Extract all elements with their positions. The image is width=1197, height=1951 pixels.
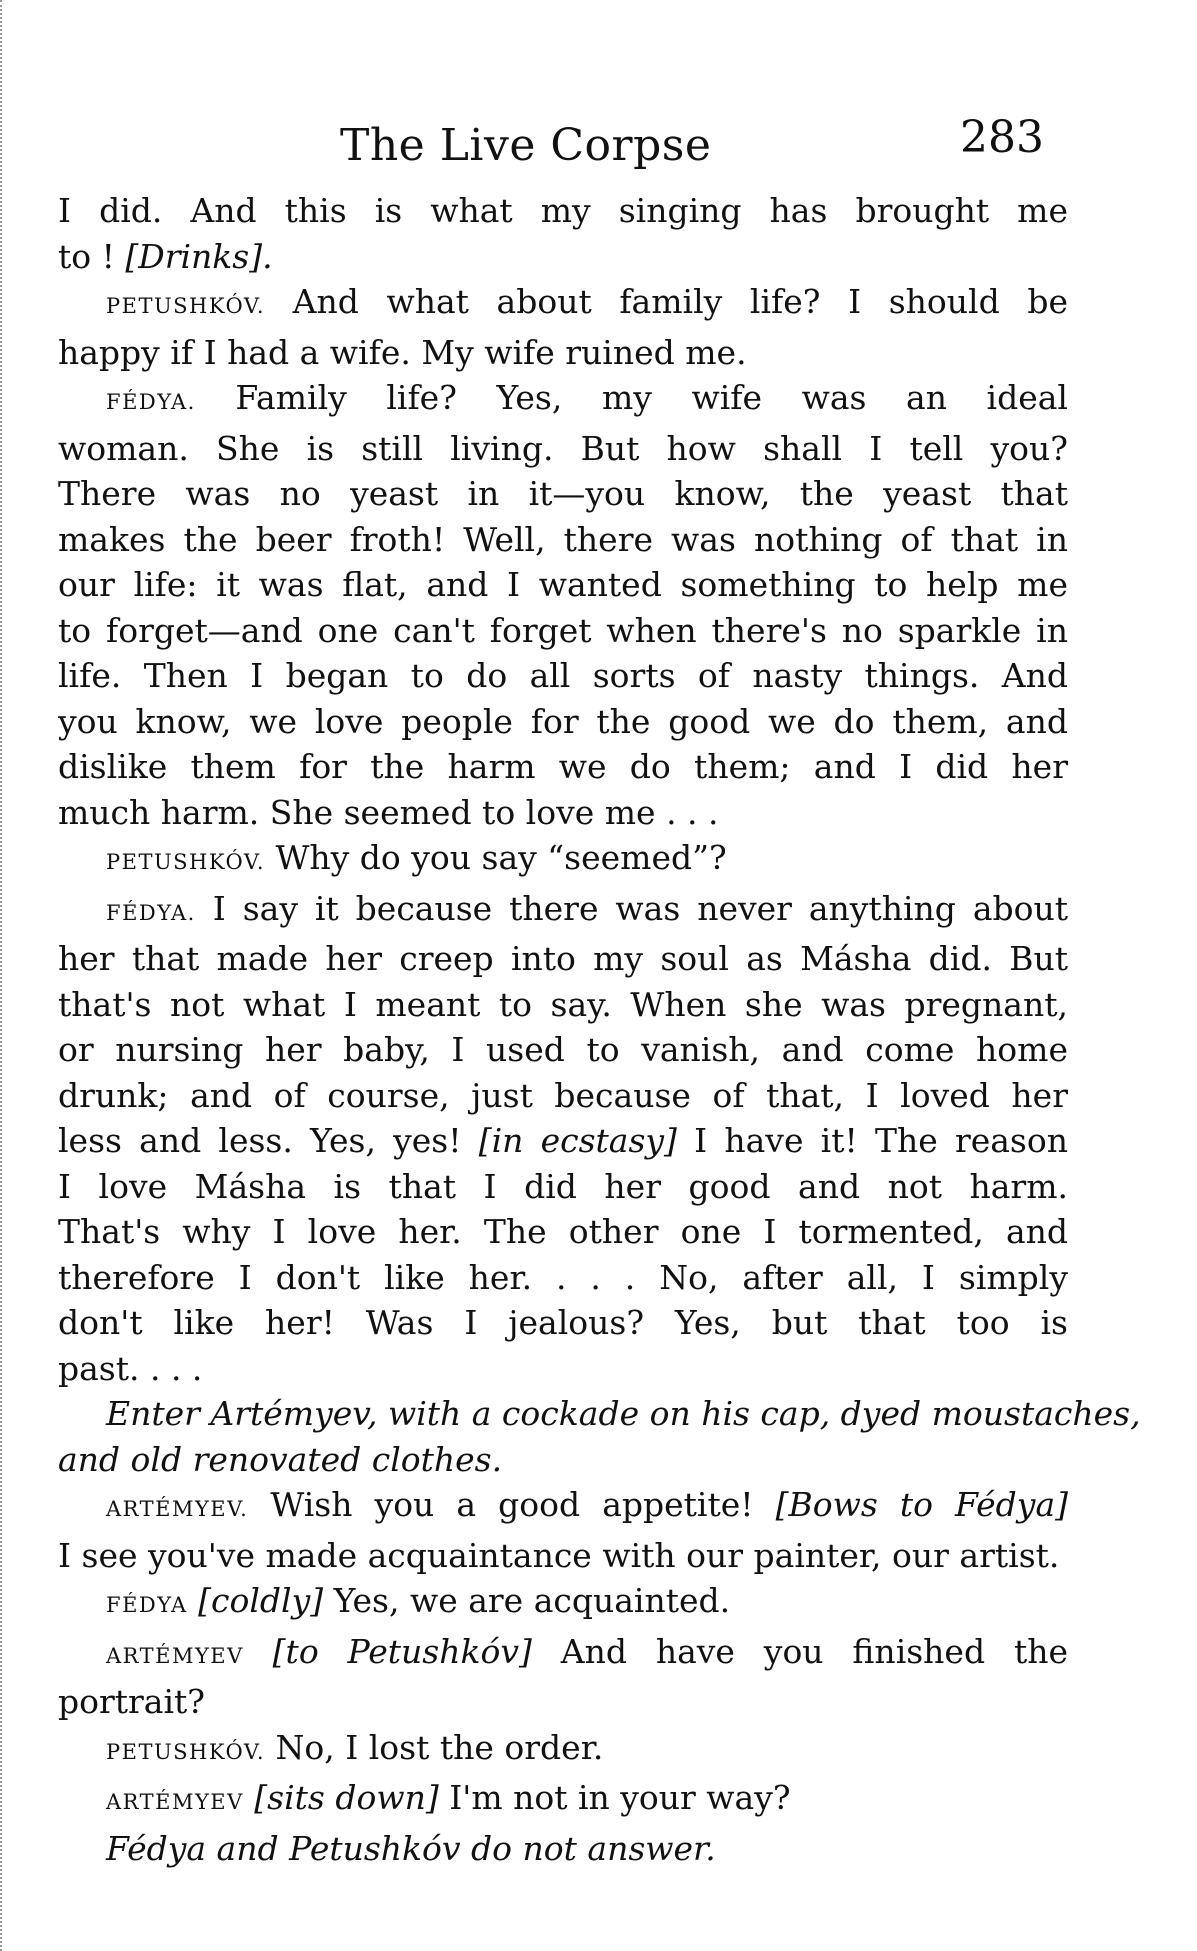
running-title: The Live Corpse [340,120,712,171]
speaker-name: ARTÉMYEV [106,1643,244,1668]
text-line: less and less. Yes, yes! [in ecstasy] I have it! The reason [58,1121,1068,1160]
text-line: portrait? [58,1682,205,1721]
stage-direction: and old renovated clothes. [58,1439,503,1479]
page-header [0,112,1197,182]
speech-line: PETUSHKÓV. And what about family life? I should be [106,282,1068,321]
speech-line: ARTÉMYEV [to Petushkóv] And have you finished the [106,1631,1068,1671]
speaker-name: ARTÉMYEV. [106,1497,249,1521]
text-line: woman. She is still living. But how shall I tell you? [58,428,1068,468]
text-line: our life: it was flat, and I wanted something to help me [58,565,1068,604]
text-line: I see you've made acquaintance with our painter, our artist. [58,1535,1060,1575]
speaker-name: PETUSHKÓV. [106,1739,266,1764]
stage-direction: Fédya and Petushkóv do not answer. [106,1828,716,1868]
stage-direction: [Drinks]. [125,236,273,276]
text-line: or nursing her baby, I used to vanish, and come home [58,1030,1068,1069]
speech-line: FÉDYA. Family life? Yes, my wife was an ideal [106,378,1068,417]
text-line: There was no yeast in it—you know, the yeast that [58,474,1068,513]
stage-direction: [to Petushkóv] [243,1631,532,1671]
speech-line: ARTÉMYEV. Wish you a good appetite! [Bows to Fédya] [106,1485,1068,1524]
text-line: don't like her! Was I jealous? Yes, but that too is [58,1303,1068,1342]
text-line: to ! [Drinks]. [58,236,273,276]
text-line: you know, we love people for the good we do them, and [58,701,1068,741]
text-line: drunk; and of course, just because of that, I loved her [58,1075,1068,1115]
speaker-name: ARTÉMYEV [106,1790,244,1814]
text-line: I did. And this is what my singing has brought me [58,191,1068,230]
text-line: I love Másha is that I did her good and not harm. [58,1166,1068,1206]
speech-line: PETUSHKÓV. No, I lost the order. [106,1727,604,1767]
text-line: that's not what I meant to say. When she was pregnant, [58,984,1068,1024]
page-body [58,188,1141,1871]
text-line: past. . . . [58,1348,203,1388]
speech-line: FÉDYA [coldly] Yes, we are acquainted. [106,1581,731,1620]
stage-direction: Enter Artémyev, with a cockade on his cap, dyed moustaches, [106,1394,1141,1433]
text-line: makes the beer froth! Well, there was nothing of that in [58,519,1068,559]
stage-direction: [Bows to Fédya] [775,1485,1068,1524]
speech-line: ARTÉMYEV [sits down] I'm not in your way? [106,1778,791,1817]
speaker-name: FÉDYA. [106,900,196,925]
speaker-name: PETUSHKÓV. [106,850,266,874]
text-line: dislike them for the harm we do them; and I did her [58,747,1068,786]
speaker-name: PETUSHKÓV. [106,294,266,318]
text-line: her that made her creep into my soul as Másha did. But [58,939,1068,978]
stage-direction: [in ecstasy] [478,1121,677,1160]
text-line: much harm. She seemed to love me . . . [58,792,719,832]
text-line: happy if I had a wife. My wife ruined me. [58,332,747,372]
text-line: That's why I love her. The other one I tormented, and [58,1212,1068,1251]
text-line: to forget—and one can't forget when there's no sparkle in [58,610,1068,650]
speaker-name: FÉDYA [106,1593,188,1617]
speech-line: PETUSHKÓV. Why do you say “seemed”? [106,838,727,877]
page-number: 283 [960,112,1044,163]
speech-line: FÉDYA. I say it because there was never anything about [106,888,1068,928]
stage-direction: [coldly] [187,1581,324,1620]
text-line: therefore I don't like her. . . . No, after all, I simply [58,1257,1068,1297]
speaker-name: FÉDYA. [106,390,196,414]
text-line: life. Then I began to do all sorts of nasty things. And [58,656,1068,695]
stage-direction: [sits down] [243,1778,439,1817]
